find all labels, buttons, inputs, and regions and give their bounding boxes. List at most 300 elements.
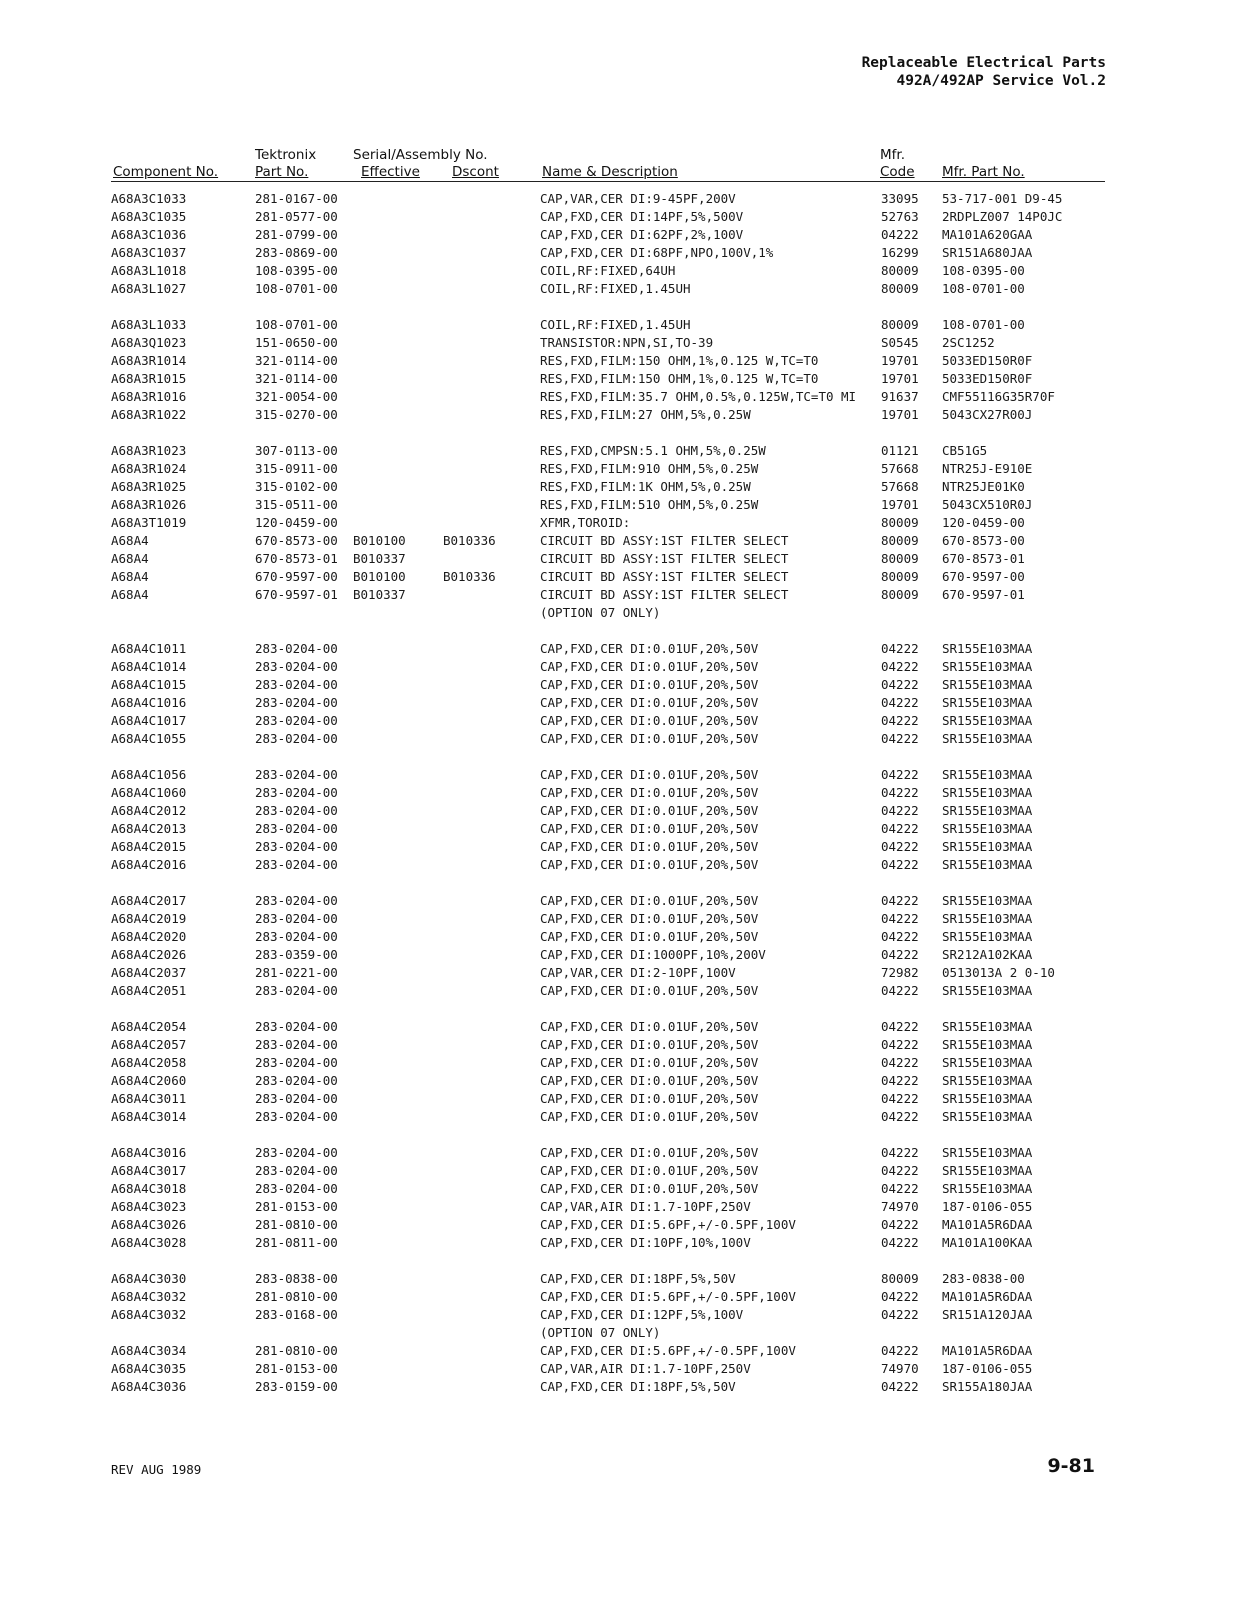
table-row bbox=[0, 1270, 1237, 1288]
cell-description: CAP,FXD,CER DI:0.01UF,20%,50V bbox=[540, 731, 759, 746]
table-row bbox=[0, 1198, 1237, 1216]
cell-part-no: 283-0204-00 bbox=[255, 857, 338, 872]
cell-mfr-code: 04222 bbox=[881, 1235, 919, 1250]
cell-part-no: 315-0102-00 bbox=[255, 479, 338, 494]
cell-description: CIRCUIT BD ASSY:1ST FILTER SELECT bbox=[540, 569, 789, 584]
cell-component: A68A4C2037 bbox=[111, 965, 187, 980]
cell-part-no: 670-9597-01 bbox=[255, 587, 338, 602]
table-row bbox=[0, 892, 1237, 910]
cell-part-no: 283-0204-00 bbox=[255, 1181, 338, 1196]
cell-mfr-part-no: SR155E103MAA bbox=[942, 1073, 1033, 1088]
cell-description: CAP,FXD,CER DI:0.01UF,20%,50V bbox=[540, 677, 759, 692]
cell-mfr-part-no: 108-0395-00 bbox=[942, 263, 1025, 278]
cell-mfr-part-no: 108-0701-00 bbox=[942, 281, 1025, 296]
cell-component: A68A3T1019 bbox=[111, 515, 187, 530]
cell-mfr-part-no: SR155E103MAA bbox=[942, 911, 1033, 926]
cell-mfr-code: 04222 bbox=[881, 839, 919, 854]
cell-component: A68A4C2012 bbox=[111, 803, 187, 818]
cell-mfr-part-no: 283-0838-00 bbox=[942, 1271, 1025, 1286]
table-row bbox=[0, 730, 1237, 748]
cell-description: (OPTION 07 ONLY) bbox=[540, 605, 661, 620]
cell-component: A68A3C1033 bbox=[111, 191, 187, 206]
cell-dscont: B010336 bbox=[443, 569, 496, 584]
cell-component: A68A3R1022 bbox=[111, 407, 187, 422]
cell-mfr-part-no: MA101A620GAA bbox=[942, 227, 1033, 242]
cell-component: A68A4C1055 bbox=[111, 731, 187, 746]
cell-mfr-code: 57668 bbox=[881, 479, 919, 494]
cell-description: CAP,FXD,CER DI:0.01UF,20%,50V bbox=[540, 641, 759, 656]
cell-mfr-part-no: SR155E103MAA bbox=[942, 857, 1033, 872]
table-row bbox=[0, 1216, 1237, 1234]
cell-part-no: 281-0810-00 bbox=[255, 1289, 338, 1304]
col-tektronix-label: Tektronix bbox=[255, 147, 317, 163]
cell-mfr-part-no: SR155E103MAA bbox=[942, 821, 1033, 836]
table-row bbox=[0, 334, 1237, 352]
cell-part-no: 281-0167-00 bbox=[255, 191, 338, 206]
table-row bbox=[0, 442, 1237, 460]
cell-mfr-code: 74970 bbox=[881, 1199, 919, 1214]
cell-component: A68A3R1024 bbox=[111, 461, 187, 476]
cell-mfr-part-no: SR155E103MAA bbox=[942, 731, 1033, 746]
cell-mfr-part-no: SR155E103MAA bbox=[942, 695, 1033, 710]
table-row bbox=[0, 1018, 1237, 1036]
cell-mfr-part-no: MA101A100KAA bbox=[942, 1235, 1033, 1250]
cell-description: RES,FXD,FILM:150 OHM,1%,0.125 W,TC=T0 bbox=[540, 353, 819, 368]
cell-mfr-part-no: MA101A5R6DAA bbox=[942, 1343, 1033, 1358]
cell-component: A68A3C1036 bbox=[111, 227, 187, 242]
cell-mfr-part-no: 108-0701-00 bbox=[942, 317, 1025, 332]
cell-description: CAP,FXD,CER DI:0.01UF,20%,50V bbox=[540, 1073, 759, 1088]
cell-component: A68A4C3028 bbox=[111, 1235, 187, 1250]
cell-mfr-code: 04222 bbox=[881, 803, 919, 818]
table-row bbox=[0, 1288, 1237, 1306]
col-mfr-part-no: Mfr. Part No. bbox=[942, 164, 1025, 180]
cell-description: CAP,FXD,CER DI:62PF,2%,100V bbox=[540, 227, 744, 242]
cell-description: CAP,FXD,CER DI:0.01UF,20%,50V bbox=[540, 695, 759, 710]
cell-mfr-code: 04222 bbox=[881, 227, 919, 242]
cell-part-no: 283-0359-00 bbox=[255, 947, 338, 962]
cell-mfr-code: 04222 bbox=[881, 1181, 919, 1196]
cell-mfr-code: 04222 bbox=[881, 1091, 919, 1106]
table-row bbox=[0, 946, 1237, 964]
cell-mfr-part-no: SR155E103MAA bbox=[942, 1163, 1033, 1178]
cell-mfr-code: 04222 bbox=[881, 983, 919, 998]
table-row bbox=[0, 676, 1237, 694]
header-subtitle: 492A/492AP Service Vol.2 bbox=[896, 73, 1106, 89]
cell-component: A68A4C3023 bbox=[111, 1199, 187, 1214]
cell-part-no: 283-0204-00 bbox=[255, 641, 338, 656]
cell-mfr-code: 74970 bbox=[881, 1361, 919, 1376]
table-row bbox=[0, 1072, 1237, 1090]
cell-component: A68A3L1018 bbox=[111, 263, 187, 278]
cell-description: CAP,FXD,CER DI:0.01UF,20%,50V bbox=[540, 821, 759, 836]
cell-mfr-part-no: SR155E103MAA bbox=[942, 803, 1033, 818]
table-row bbox=[0, 532, 1237, 550]
cell-mfr-code: 80009 bbox=[881, 263, 919, 278]
cell-part-no: 120-0459-00 bbox=[255, 515, 338, 530]
cell-description: CAP,FXD,CER DI:68PF,NPO,100V,1% bbox=[540, 245, 774, 260]
cell-part-no: 307-0113-00 bbox=[255, 443, 338, 458]
cell-part-no: 670-8573-00 bbox=[255, 533, 338, 548]
cell-part-no: 281-0799-00 bbox=[255, 227, 338, 242]
table-row bbox=[0, 928, 1237, 946]
cell-description: CAP,FXD,CER DI:0.01UF,20%,50V bbox=[540, 1091, 759, 1106]
cell-description: CAP,FXD,CER DI:0.01UF,20%,50V bbox=[540, 1037, 759, 1052]
cell-mfr-part-no: CB51G5 bbox=[942, 443, 988, 458]
cell-component: A68A4C2019 bbox=[111, 911, 187, 926]
page-number: 9-81 bbox=[1047, 1455, 1095, 1477]
cell-component: A68A4C2015 bbox=[111, 839, 187, 854]
table-row bbox=[0, 226, 1237, 244]
cell-mfr-part-no: 2RDPLZ007 14P0JC bbox=[942, 209, 1063, 224]
cell-part-no: 283-0204-00 bbox=[255, 785, 338, 800]
col-component-no: Component No. bbox=[113, 164, 219, 180]
col-mfr-code: Code bbox=[880, 164, 915, 180]
cell-description: CAP,FXD,CER DI:0.01UF,20%,50V bbox=[540, 983, 759, 998]
cell-part-no: 283-0204-00 bbox=[255, 695, 338, 710]
cell-part-no: 108-0701-00 bbox=[255, 281, 338, 296]
col-name-description: Name & Description bbox=[542, 164, 678, 180]
cell-mfr-code: 04222 bbox=[881, 1307, 919, 1322]
cell-mfr-code: 19701 bbox=[881, 407, 919, 422]
cell-part-no: 281-0153-00 bbox=[255, 1361, 338, 1376]
table-row bbox=[0, 1162, 1237, 1180]
cell-mfr-part-no: NTR25J-E910E bbox=[942, 461, 1033, 476]
header-title: Replaceable Electrical Parts bbox=[861, 55, 1106, 71]
cell-mfr-code: 04222 bbox=[881, 1289, 919, 1304]
cell-component: A68A4C2057 bbox=[111, 1037, 187, 1052]
table-row bbox=[0, 316, 1237, 334]
cell-component: A68A4C1011 bbox=[111, 641, 187, 656]
cell-description: XFMR,TOROID: bbox=[540, 515, 631, 530]
cell-mfr-code: 04222 bbox=[881, 929, 919, 944]
cell-mfr-code: 04222 bbox=[881, 1037, 919, 1052]
cell-mfr-part-no: 5033ED150R0F bbox=[942, 353, 1033, 368]
cell-mfr-part-no: SR155E103MAA bbox=[942, 1109, 1033, 1124]
cell-part-no: 108-0395-00 bbox=[255, 263, 338, 278]
table-row bbox=[0, 352, 1237, 370]
table-row bbox=[0, 910, 1237, 928]
cell-mfr-code: 04222 bbox=[881, 1073, 919, 1088]
cell-description: CAP,VAR,CER DI:9-45PF,200V bbox=[540, 191, 736, 206]
cell-description: CAP,FXD,CER DI:10PF,10%,100V bbox=[540, 1235, 751, 1250]
table-row bbox=[0, 280, 1237, 298]
cell-mfr-part-no: SR155E103MAA bbox=[942, 929, 1033, 944]
table-row bbox=[0, 1306, 1237, 1324]
cell-mfr-part-no: MA101A5R6DAA bbox=[942, 1289, 1033, 1304]
cell-mfr-code: 91637 bbox=[881, 389, 919, 404]
cell-mfr-part-no: SR155E103MAA bbox=[942, 659, 1033, 674]
cell-mfr-code: 57668 bbox=[881, 461, 919, 476]
cell-component: A68A4C3018 bbox=[111, 1181, 187, 1196]
table-row bbox=[0, 820, 1237, 838]
cell-description: CAP,FXD,CER DI:0.01UF,20%,50V bbox=[540, 839, 759, 854]
cell-description: CIRCUIT BD ASSY:1ST FILTER SELECT bbox=[540, 551, 789, 566]
table-row bbox=[0, 766, 1237, 784]
table-row bbox=[0, 1324, 1237, 1342]
cell-mfr-part-no: SR155A180JAA bbox=[942, 1379, 1033, 1394]
cell-mfr-code: 19701 bbox=[881, 371, 919, 386]
cell-mfr-part-no: SR155E103MAA bbox=[942, 1091, 1033, 1106]
cell-component: A68A3R1016 bbox=[111, 389, 187, 404]
cell-description: CAP,FXD,CER DI:0.01UF,20%,50V bbox=[540, 1163, 759, 1178]
col-mfr-label: Mfr. bbox=[880, 147, 906, 163]
cell-part-no: 283-0204-00 bbox=[255, 1037, 338, 1052]
cell-mfr-code: 04222 bbox=[881, 947, 919, 962]
cell-component: A68A4C3011 bbox=[111, 1091, 187, 1106]
cell-component: A68A4C3016 bbox=[111, 1145, 187, 1160]
cell-mfr-part-no: SR155E103MAA bbox=[942, 1055, 1033, 1070]
table-row bbox=[0, 640, 1237, 658]
cell-description: CAP,FXD,CER DI:0.01UF,20%,50V bbox=[540, 857, 759, 872]
cell-part-no: 108-0701-00 bbox=[255, 317, 338, 332]
cell-mfr-code: 04222 bbox=[881, 785, 919, 800]
cell-mfr-code: 80009 bbox=[881, 551, 919, 566]
revision-date: REV AUG 1989 bbox=[111, 1462, 202, 1477]
cell-part-no: 670-9597-00 bbox=[255, 569, 338, 584]
cell-component: A68A4C2051 bbox=[111, 983, 187, 998]
cell-description: RES,FXD,FILM:150 OHM,1%,0.125 W,TC=T0 bbox=[540, 371, 819, 386]
cell-part-no: 283-0204-00 bbox=[255, 803, 338, 818]
cell-description: CAP,FXD,CER DI:18PF,5%,50V bbox=[540, 1379, 736, 1394]
cell-mfr-part-no: CMF55116G35R70F bbox=[942, 389, 1055, 404]
table-row bbox=[0, 1090, 1237, 1108]
cell-mfr-code: 04222 bbox=[881, 821, 919, 836]
cell-part-no: 283-0204-00 bbox=[255, 1019, 338, 1034]
cell-part-no: 283-0168-00 bbox=[255, 1307, 338, 1322]
cell-mfr-part-no: 670-8573-01 bbox=[942, 551, 1025, 566]
cell-description: CAP,VAR,AIR DI:1.7-10PF,250V bbox=[540, 1199, 751, 1214]
cell-part-no: 283-0204-00 bbox=[255, 1055, 338, 1070]
cell-mfr-code: 72982 bbox=[881, 965, 919, 980]
cell-description: COIL,RF:FIXED,1.45UH bbox=[540, 317, 691, 332]
cell-part-no: 283-0204-00 bbox=[255, 767, 338, 782]
cell-part-no: 283-0204-00 bbox=[255, 659, 338, 674]
cell-part-no: 283-0204-00 bbox=[255, 983, 338, 998]
cell-mfr-part-no: 670-9597-01 bbox=[942, 587, 1025, 602]
cell-part-no: 321-0054-00 bbox=[255, 389, 338, 404]
table-row bbox=[0, 1360, 1237, 1378]
cell-effective: B010337 bbox=[353, 551, 406, 566]
table-row bbox=[0, 1378, 1237, 1396]
cell-description: CAP,FXD,CER DI:1000PF,10%,200V bbox=[540, 947, 766, 962]
cell-mfr-part-no: SR155E103MAA bbox=[942, 839, 1033, 854]
cell-mfr-part-no: SR155E103MAA bbox=[942, 983, 1033, 998]
cell-mfr-code: 04222 bbox=[881, 1019, 919, 1034]
cell-mfr-part-no: 5043CX27R00J bbox=[942, 407, 1033, 422]
cell-mfr-code: 80009 bbox=[881, 587, 919, 602]
cell-part-no: 283-0204-00 bbox=[255, 929, 338, 944]
cell-mfr-part-no: 187-0106-055 bbox=[942, 1361, 1033, 1376]
col-effective: Effective bbox=[361, 164, 420, 180]
cell-component: A68A4C1060 bbox=[111, 785, 187, 800]
cell-part-no: 283-0204-00 bbox=[255, 731, 338, 746]
table-row bbox=[0, 1342, 1237, 1360]
cell-mfr-code: 04222 bbox=[881, 893, 919, 908]
cell-component: A68A3R1026 bbox=[111, 497, 187, 512]
cell-component: A68A4 bbox=[111, 587, 149, 602]
cell-mfr-part-no: NTR25JE01K0 bbox=[942, 479, 1025, 494]
cell-component: A68A4C3026 bbox=[111, 1217, 187, 1232]
cell-mfr-part-no: 187-0106-055 bbox=[942, 1199, 1033, 1214]
cell-mfr-code: 04222 bbox=[881, 1109, 919, 1124]
cell-part-no: 283-0838-00 bbox=[255, 1271, 338, 1286]
cell-part-no: 283-0204-00 bbox=[255, 677, 338, 692]
cell-part-no: 281-0577-00 bbox=[255, 209, 338, 224]
cell-mfr-code: 01121 bbox=[881, 443, 919, 458]
cell-component: A68A4C3030 bbox=[111, 1271, 187, 1286]
cell-component: A68A4C2016 bbox=[111, 857, 187, 872]
cell-component: A68A4C3014 bbox=[111, 1109, 187, 1124]
cell-mfr-code: 04222 bbox=[881, 1145, 919, 1160]
cell-description: CAP,FXD,CER DI:5.6PF,+/-0.5PF,100V bbox=[540, 1343, 796, 1358]
cell-description: CAP,FXD,CER DI:0.01UF,20%,50V bbox=[540, 1109, 759, 1124]
cell-mfr-code: 04222 bbox=[881, 713, 919, 728]
cell-description: RES,FXD,CMPSN:5.1 OHM,5%,0.25W bbox=[540, 443, 766, 458]
cell-component: A68A4C2020 bbox=[111, 929, 187, 944]
col-dscont: Dscont bbox=[452, 164, 499, 180]
table-row bbox=[0, 838, 1237, 856]
table-row bbox=[0, 802, 1237, 820]
table-row bbox=[0, 1144, 1237, 1162]
col-serial-label: Serial/Assembly No. bbox=[353, 147, 488, 163]
cell-dscont: B010336 bbox=[443, 533, 496, 548]
cell-component: A68A3R1023 bbox=[111, 443, 187, 458]
cell-description: CAP,FXD,CER DI:5.6PF,+/-0.5PF,100V bbox=[540, 1217, 796, 1232]
cell-component: A68A3R1025 bbox=[111, 479, 187, 494]
cell-description: CAP,FXD,CER DI:0.01UF,20%,50V bbox=[540, 893, 759, 908]
cell-mfr-part-no: SR155E103MAA bbox=[942, 1181, 1033, 1196]
cell-mfr-code: 04222 bbox=[881, 731, 919, 746]
cell-description: RES,FXD,FILM:910 OHM,5%,0.25W bbox=[540, 461, 759, 476]
table-row bbox=[0, 190, 1237, 208]
cell-mfr-code: 04222 bbox=[881, 767, 919, 782]
cell-component: A68A4C3032 bbox=[111, 1289, 187, 1304]
cell-mfr-part-no: 5033ED150R0F bbox=[942, 371, 1033, 386]
cell-mfr-part-no: 0513013A 2 0-10 bbox=[942, 965, 1055, 980]
cell-component: A68A4C1014 bbox=[111, 659, 187, 674]
cell-mfr-code: 80009 bbox=[881, 515, 919, 530]
table-row bbox=[0, 244, 1237, 262]
cell-description: RES,FXD,FILM:510 OHM,5%,0.25W bbox=[540, 497, 759, 512]
cell-mfr-part-no: 670-9597-00 bbox=[942, 569, 1025, 584]
cell-mfr-part-no: 5043CX510R0J bbox=[942, 497, 1033, 512]
cell-mfr-code: 04222 bbox=[881, 695, 919, 710]
cell-part-no: 283-0204-00 bbox=[255, 1109, 338, 1124]
table-row bbox=[0, 514, 1237, 532]
cell-part-no: 315-0511-00 bbox=[255, 497, 338, 512]
cell-component: A68A4C1056 bbox=[111, 767, 187, 782]
cell-component: A68A4C3017 bbox=[111, 1163, 187, 1178]
cell-description: (OPTION 07 ONLY) bbox=[540, 1325, 661, 1340]
cell-component: A68A3R1014 bbox=[111, 353, 187, 368]
cell-description: CAP,FXD,CER DI:12PF,5%,100V bbox=[540, 1307, 744, 1322]
cell-description: CAP,FXD,CER DI:0.01UF,20%,50V bbox=[540, 1019, 759, 1034]
table-row bbox=[0, 694, 1237, 712]
cell-component: A68A4C2026 bbox=[111, 947, 187, 962]
cell-mfr-code: 16299 bbox=[881, 245, 919, 260]
cell-mfr-code: 19701 bbox=[881, 353, 919, 368]
cell-description: RES,FXD,FILM:1K OHM,5%,0.25W bbox=[540, 479, 751, 494]
cell-component: A68A4C3036 bbox=[111, 1379, 187, 1394]
cell-mfr-part-no: SR151A680JAA bbox=[942, 245, 1033, 260]
cell-component: A68A4C2017 bbox=[111, 893, 187, 908]
col-part-no: Part No. bbox=[255, 164, 309, 180]
cell-effective: B010100 bbox=[353, 533, 406, 548]
table-row bbox=[0, 370, 1237, 388]
table-row bbox=[0, 568, 1237, 586]
cell-component: A68A3R1015 bbox=[111, 371, 187, 386]
cell-part-no: 281-0810-00 bbox=[255, 1217, 338, 1232]
cell-description: CAP,FXD,CER DI:0.01UF,20%,50V bbox=[540, 911, 759, 926]
table-row bbox=[0, 406, 1237, 424]
cell-component: A68A4 bbox=[111, 533, 149, 548]
cell-description: CAP,FXD,CER DI:0.01UF,20%,50V bbox=[540, 767, 759, 782]
cell-description: RES,FXD,FILM:27 OHM,5%,0.25W bbox=[540, 407, 751, 422]
cell-component: A68A4 bbox=[111, 551, 149, 566]
cell-part-no: 283-0204-00 bbox=[255, 1163, 338, 1178]
table-row bbox=[0, 964, 1237, 982]
table-row bbox=[0, 478, 1237, 496]
cell-component: A68A4C1017 bbox=[111, 713, 187, 728]
table-row bbox=[0, 586, 1237, 604]
cell-component: A68A4C1016 bbox=[111, 695, 187, 710]
cell-mfr-part-no: 120-0459-00 bbox=[942, 515, 1025, 530]
cell-component: A68A4 bbox=[111, 569, 149, 584]
cell-component: A68A4C3035 bbox=[111, 1361, 187, 1376]
table-row bbox=[0, 712, 1237, 730]
cell-component: A68A3C1037 bbox=[111, 245, 187, 260]
cell-mfr-part-no: SR155E103MAA bbox=[942, 785, 1033, 800]
cell-part-no: 151-0650-00 bbox=[255, 335, 338, 350]
cell-component: A68A4C2060 bbox=[111, 1073, 187, 1088]
cell-effective: B010100 bbox=[353, 569, 406, 584]
cell-mfr-part-no: SR155E103MAA bbox=[942, 767, 1033, 782]
cell-mfr-code: 04222 bbox=[881, 1379, 919, 1394]
cell-mfr-part-no: SR151A120JAA bbox=[942, 1307, 1033, 1322]
cell-component: A68A4C2054 bbox=[111, 1019, 187, 1034]
table-row bbox=[0, 496, 1237, 514]
cell-description: CAP,FXD,CER DI:0.01UF,20%,50V bbox=[540, 713, 759, 728]
cell-mfr-code: 04222 bbox=[881, 857, 919, 872]
cell-description: CAP,FXD,CER DI:0.01UF,20%,50V bbox=[540, 803, 759, 818]
cell-mfr-code: 19701 bbox=[881, 497, 919, 512]
cell-component: A68A4C2013 bbox=[111, 821, 187, 836]
table-row bbox=[0, 1234, 1237, 1252]
cell-part-no: 321-0114-00 bbox=[255, 371, 338, 386]
cell-description: CAP,FXD,CER DI:0.01UF,20%,50V bbox=[540, 1055, 759, 1070]
cell-part-no: 670-8573-01 bbox=[255, 551, 338, 566]
table-row bbox=[0, 856, 1237, 874]
cell-description: RES,FXD,FILM:35.7 OHM,0.5%,0.125W,TC=T0 MI bbox=[540, 389, 857, 404]
table-row bbox=[0, 604, 1237, 622]
cell-mfr-code: 80009 bbox=[881, 569, 919, 584]
cell-mfr-part-no: SR155E103MAA bbox=[942, 641, 1033, 656]
cell-description: CAP,FXD,CER DI:0.01UF,20%,50V bbox=[540, 1181, 759, 1196]
cell-component: A68A3L1033 bbox=[111, 317, 187, 332]
cell-mfr-code: 80009 bbox=[881, 533, 919, 548]
cell-part-no: 281-0221-00 bbox=[255, 965, 338, 980]
table-row bbox=[0, 460, 1237, 478]
cell-component: A68A4C1015 bbox=[111, 677, 187, 692]
cell-mfr-part-no: SR155E103MAA bbox=[942, 893, 1033, 908]
table-row bbox=[0, 784, 1237, 802]
cell-component: A68A4C3032 bbox=[111, 1307, 187, 1322]
cell-mfr-part-no: 53-717-001 D9-45 bbox=[942, 191, 1063, 206]
table-row bbox=[0, 982, 1237, 1000]
cell-mfr-part-no: SR155E103MAA bbox=[942, 677, 1033, 692]
table-row bbox=[0, 550, 1237, 568]
